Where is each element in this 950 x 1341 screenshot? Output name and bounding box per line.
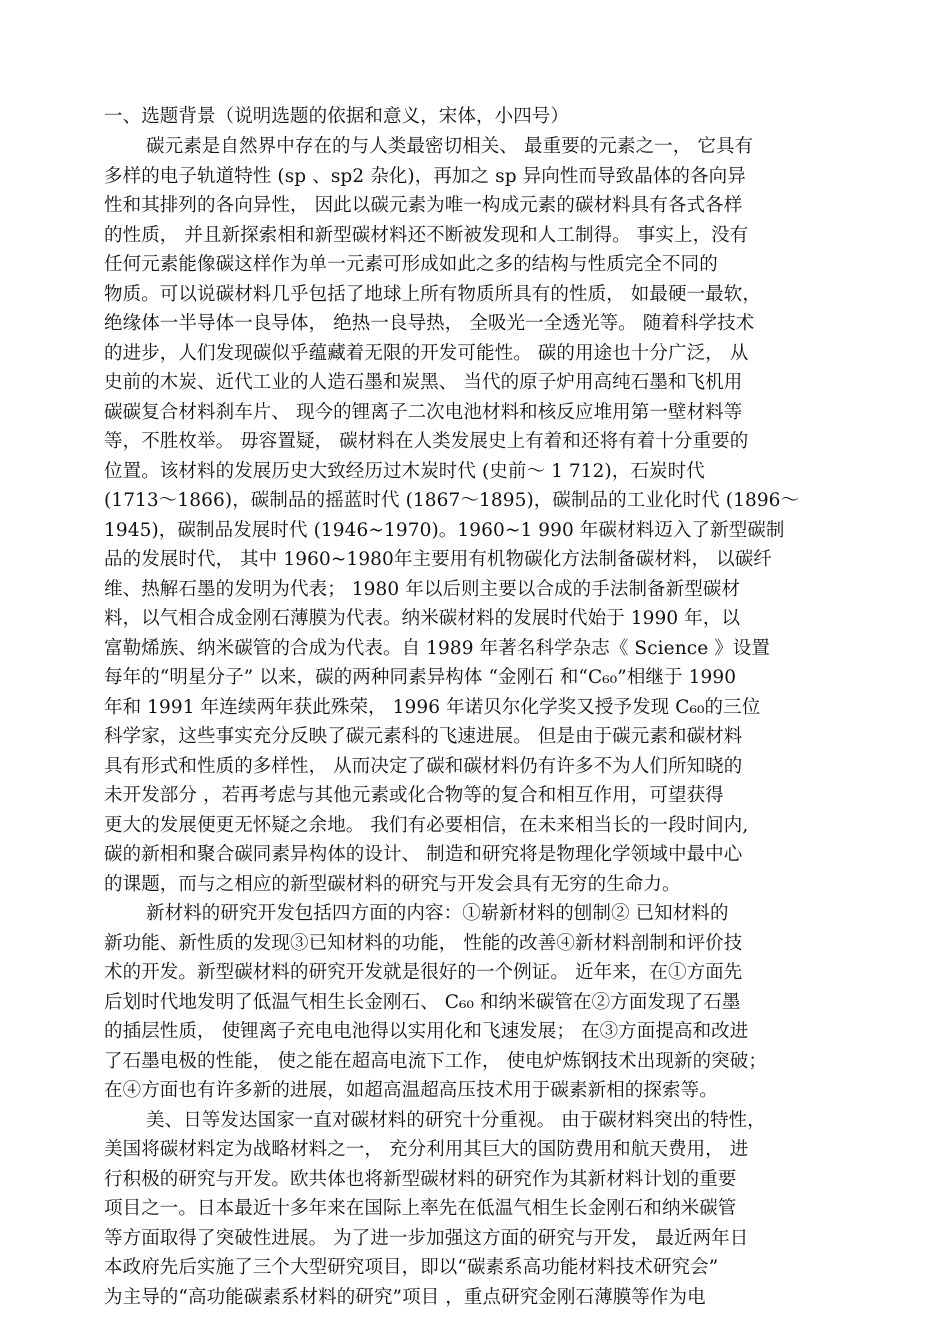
paragraph-line: (1713～1866)，碳制品的摇蓝时代 (1867～1895)，碳制品的工业化时代 (1896～ <box>104 490 800 511</box>
paragraph-line: 术的开发。新型碳材料的研究开发就是很好的一个例证。 近年来，在①方面先 <box>104 962 743 983</box>
paragraph-line: 新材料的研究开发包括四方面的内容：①崭新材料的刨制② 已知材料的 <box>146 903 729 924</box>
paragraph-line: 美、日等发达国家一直对碳材料的研究十分重视。 由于碳材料突出的特性， <box>146 1110 766 1131</box>
paragraph-line: 1945)，碳制品发展时代 (1946~1970)。1960~1 990 年碳材料迈入了新型碳制 <box>104 520 785 541</box>
paragraph-line: 未开发部分 ，若再考虑与其他元素或化合物等的复合和相互作用，可望获得 <box>104 785 724 806</box>
paragraph-line: 更大的发展便更无怀疑之余地。 我们有必要相信，在未来相当长的一段时间内, <box>104 815 749 836</box>
paragraph-line: 的进步，人们发现碳似乎蕴藏着无限的开发可能性。 碳的用途也十分广泛， 从 <box>104 343 749 364</box>
paragraph-line: 为主导的“高功能碳素系材料的研究”项目 ，重点研究金刚石薄膜等作为电 <box>104 1287 706 1308</box>
paragraph-line: 的课题，而与之相应的新型碳材料的研究与开发会具有无穷的生命力。 <box>104 874 681 895</box>
paragraph-line: 在④方面也有许多新的进展，如超高温超高压技术用于碳素新相的探索等。 <box>104 1080 718 1101</box>
paragraph-line: 任何元素能像碳这样作为单一元素可形成如此之多的结构与性质完全不同的 <box>104 254 718 275</box>
paragraph-line: 科学家，这些事实充分反映了碳元素科的飞速进展。 但是由于碳元素和碳材料 <box>104 726 743 747</box>
paragraph-line: 性和其排列的各向异性， 因此以碳元素为唯一构成元素的碳材料具有各式各样 <box>104 195 743 216</box>
paragraph-line: 等方面取得了突破性进展。 为了进一步加强这方面的研究与开发， 最近两年日 <box>104 1228 749 1249</box>
paragraph-line: 美国将碳材料定为战略材料之一， 充分利用其巨大的国防费用和航天费用， 进 <box>104 1139 749 1160</box>
paragraph-line: 多样的电子轨道特性 (sp 、sp2 杂化)，再加之 sp 异向性而导致晶体的各向异 <box>104 166 746 187</box>
paragraph-line: 等，不胜枚举。 毋容置疑， 碳材料在人类发展史上有着和还将有着十分重要的 <box>104 431 749 452</box>
paragraph-line: 了石墨电极的性能， 使之能在超高电流下工作， 使电炉炼钢技术出现新的突破； <box>104 1051 767 1072</box>
section-heading: 一、选题背景（说明选题的依据和意义，宋体，小四号） <box>104 106 570 127</box>
paragraph-line: 每年的“明星分子” 以来，碳的两种同素异构体 “金刚石 和“C₆₀”相继于 1990 <box>104 667 737 688</box>
paragraph-line: 维、热解石墨的发明为代表； 1980 年以后则主要以合成的手法制备新型碳材 <box>104 579 741 600</box>
paragraph-line: 具有形式和性质的多样性， 从而决定了碳和碳材料仍有许多不为人们所知晓的 <box>104 756 743 777</box>
paragraph-line: 物质。可以说碳材料几乎包括了地球上所有物质所具有的性质， 如最硬一最软， <box>104 284 761 305</box>
paragraph-line: 年和 1991 年连续两年获此殊荣， 1996 年诺贝尔化学奖又授予发现 C₆₀的三位 <box>104 697 761 718</box>
paragraph-line: 碳元素是自然界中存在的与人类最密切相关、 最重要的元素之一， 它具有 <box>146 136 754 157</box>
paragraph-line: 位置。该材料的发展历史大致经历过木炭时代 (史前～ 1 712)，石炭时代 <box>104 461 705 482</box>
paragraph-line: 的插层性质， 使锂离子充电电池得以实用化和飞速发展； 在③方面提高和改进 <box>104 1021 749 1042</box>
paragraph-line: 的性质， 并且新探索相和新型碳材料还不断被发现和人工制得。 事实上，没有 <box>104 225 749 246</box>
paragraph-line: 项目之一。日本最近十多年来在国际上率先在低温气相生长金刚石和纳米碳管 <box>104 1198 737 1219</box>
paragraph-line: 本政府先后实施了三个大型研究项目，即以“碳素系高功能材料技术研究会” <box>104 1257 719 1278</box>
paragraph-line: 料，以气相合成金刚石薄膜为代表。纳米碳材料的发展时代始于 1990 年，以 <box>104 608 741 629</box>
paragraph-line: 绝缘体一半导体一良导体， 绝热一良导热， 全吸光一全透光等。 随着科学技术 <box>104 313 755 334</box>
paragraph-line: 史前的木炭、近代工业的人造石墨和炭黑、 当代的原子炉用高纯石墨和飞机用 <box>104 372 743 393</box>
paragraph-line: 行积极的研究与开发。欧共体也将新型碳材料的研究作为其新材料计划的重要 <box>104 1169 737 1190</box>
paragraph-line: 碳碳复合材料刹车片、 现今的锂离子二次电池材料和核反应堆用第一壁材料等 <box>104 402 743 423</box>
paragraph-line: 品的发展时代， 其中 1960~1980年主要用有机物碳化方法制备碳材料， 以碳纤 <box>104 549 772 570</box>
paragraph-line: 新功能、新性质的发现③已知材料的功能， 性能的改善④新材料剖制和评价技 <box>104 933 743 954</box>
paragraph-line: 后划时代地发明了低温气相生长金刚石、 C₆₀ 和纳米碳管在②方面发现了石墨 <box>104 992 741 1013</box>
paragraph-line: 碳的新相和聚合碳同素异构体的设计、 制造和研究将是物理化学领域中最中心 <box>104 844 743 865</box>
paragraph-line: 富勒烯族、纳米碳管的合成为代表。自 1989 年著名科学杂志《 Science 》设置 <box>104 638 771 659</box>
